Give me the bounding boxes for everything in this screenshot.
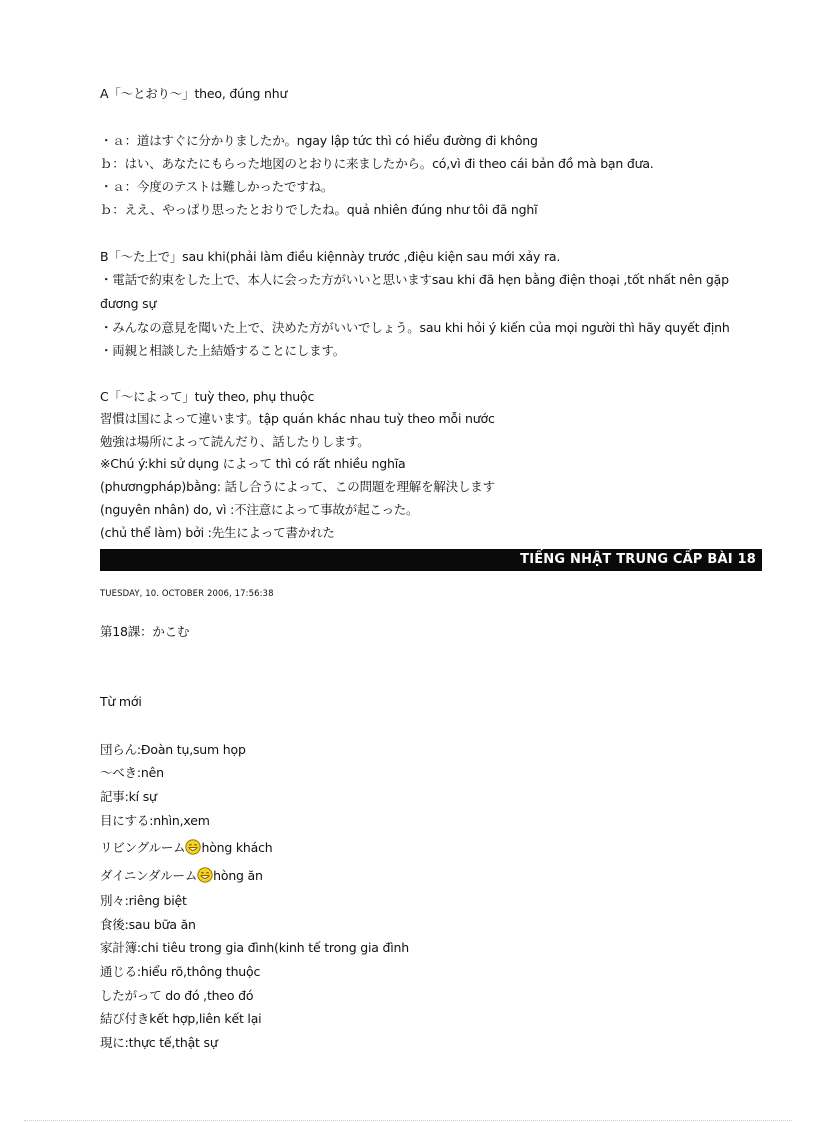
section-b-line: ・みんなの意見を聞いた上で、決めた方がいいでしょう。sau khi hỏi ý kiến của mọi người thì hãy quyết định xyxy=(100,320,730,335)
section-b-line: đương sự xyxy=(100,296,157,311)
section-c-line: ※Chú ý:khi sử dụng によって thì có rất nhiều nghĩa xyxy=(100,456,406,471)
vocab-item: したがって do đó ,theo đó xyxy=(100,988,254,1003)
vocab-term: リビングルーム xyxy=(100,840,186,855)
section-c-line: (chủ thể làm) bởi :先生によって書かれた xyxy=(100,525,335,540)
lesson-title: 第18課：かこむ xyxy=(100,624,190,639)
section-a-line: ・ａ：道はすぐに分かりましたか。ngay lập tức thì có hiểu đường đi không xyxy=(100,133,538,148)
section-b-title: B「～た上で」sau khi(phải làm điều kiệnnày trước ,điệu kiện sau mới xảy ra. xyxy=(100,249,561,264)
section-c-line: (nguyên nhân) do, vì :不注意によって事故が起こった。 xyxy=(100,502,419,517)
section-c-line: (phươngpháp)bằng: 話し合うによって、この問題を理解を解決します xyxy=(100,479,495,494)
smiley-icon xyxy=(185,839,201,855)
vocab-item: 食後:sau bữa ăn xyxy=(100,917,196,932)
vocab-item: 現に:thực tế,thật sự xyxy=(100,1035,218,1050)
vocab-term: ダイニンダルーム xyxy=(100,868,198,883)
smiley-icon xyxy=(197,867,213,883)
page-bottom-divider xyxy=(24,1120,792,1121)
section-c-title: C「～によって」tuỳ theo, phụ thuộc xyxy=(100,389,315,404)
vocab-item: 団らん:Đoàn tụ,sum họp xyxy=(100,742,246,757)
vocab-item: 結び付きkết hợp,liên kết lại xyxy=(100,1011,262,1026)
vocab-item: 通じる:hiểu rõ,thông thuộc xyxy=(100,964,261,979)
section-c-line: 習慣は国によって違います。tập quán khác nhau tuỳ theo mỗi nước xyxy=(100,411,495,426)
vocab-item: ～べき:nên xyxy=(100,765,164,780)
section-a-title: A「～とおり～」theo, đúng như xyxy=(100,86,288,101)
vocab-meaning: hòng khách xyxy=(201,840,273,855)
section-c-line: 勉強は場所によって読んだり、話したりします。 xyxy=(100,434,370,449)
vocab-item: 記事:kí sự xyxy=(100,789,157,804)
section-b-line: ・両親と相談した上結婚することにします。 xyxy=(100,343,346,358)
lesson-banner: TIẾNG NHẬT TRUNG CẤP BÀI 18 xyxy=(100,549,762,571)
section-b-line: ・電話で約束をした上で、本人に会った方がいいと思いますsau khi đã hẹn bằng điện thoại ,tốt nhất nên gặp xyxy=(100,272,729,287)
post-timestamp: TUESDAY, 10. OCTOBER 2006, 17:56:38 xyxy=(100,589,274,599)
vocab-item: 目にする:nhìn,xem xyxy=(100,813,210,828)
section-a-line: ｂ：はい、あなたにもらった地図のとおりに来ましたから。có,vì đi theo cái bản đồ mà bạn đưa. xyxy=(100,156,654,171)
section-a-line: ｂ：ええ、やっぱり思ったとおりでしたね。quả nhiên đúng như tôi đã nghĩ xyxy=(100,202,538,217)
vocab-heading: Từ mới xyxy=(100,694,142,709)
vocab-item: 別々:riêng biệt xyxy=(100,893,187,908)
vocab-item: 家計簿:chi tiêu trong gia đình(kinh tế trong gia đình xyxy=(100,940,409,955)
vocab-item xyxy=(100,839,273,856)
vocab-meaning: hòng ăn xyxy=(213,868,263,883)
section-a-line: ・ａ：今度のテストは難しかったですね。 xyxy=(100,179,334,194)
vocab-item xyxy=(100,867,263,884)
